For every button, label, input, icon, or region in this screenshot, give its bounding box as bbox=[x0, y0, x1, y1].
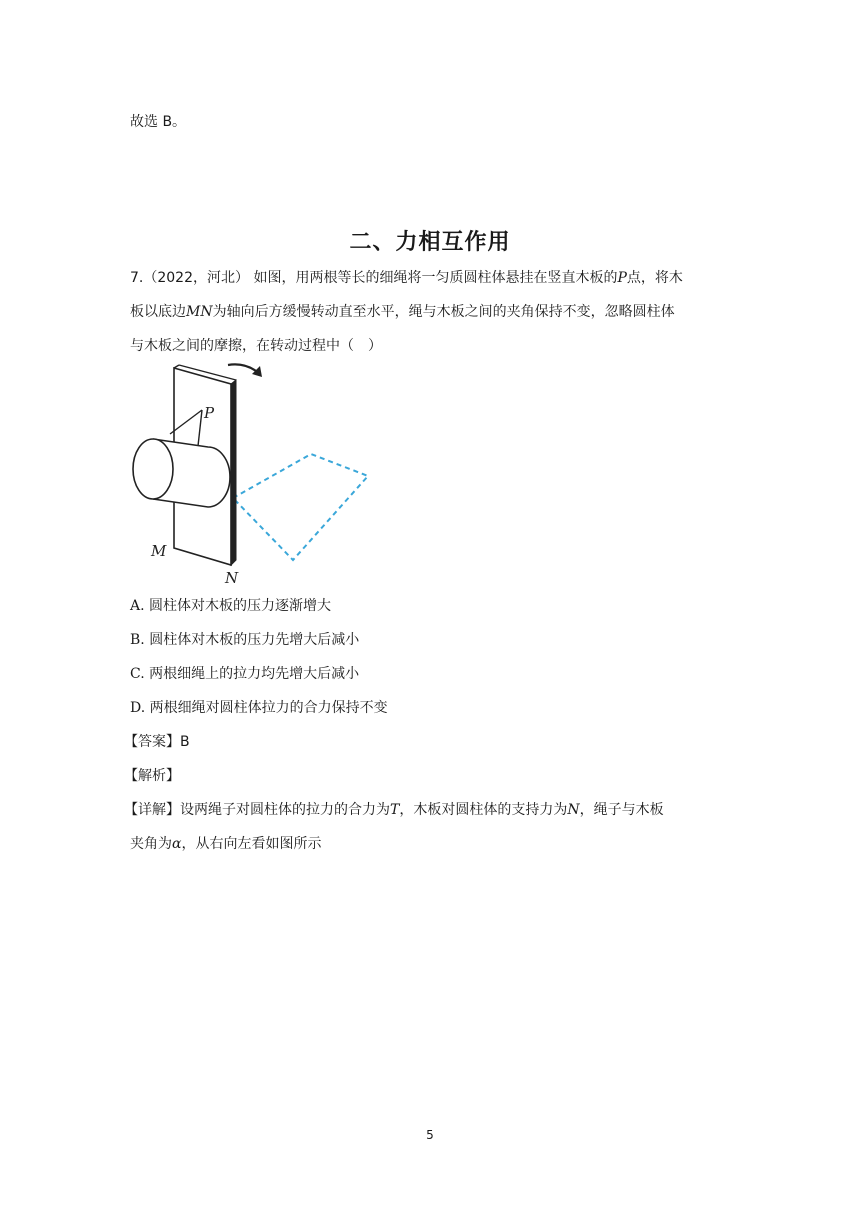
arrow-head bbox=[252, 366, 262, 377]
answer-value: B bbox=[180, 734, 190, 750]
option-a: A. 圆柱体对木板的压力逐渐增大 bbox=[130, 598, 332, 614]
page-number: 5 bbox=[426, 1128, 434, 1142]
variable-n: N bbox=[567, 802, 580, 818]
label-m: M bbox=[151, 542, 167, 560]
variable-p: P bbox=[617, 270, 627, 286]
question-line-1 bbox=[130, 268, 683, 288]
dashed-horizontal-board bbox=[233, 454, 368, 560]
option-b: B. 圆柱体对木板的压力先增大后减小 bbox=[130, 632, 360, 648]
question-source: （2022，河北） bbox=[143, 270, 249, 286]
label-n: N bbox=[225, 569, 239, 587]
question-line-3: 与木板之间的摩擦，在转动过程中（ ） bbox=[130, 338, 382, 354]
option-d: D. 两根细绳对圆柱体拉力的合力保持不变 bbox=[130, 700, 388, 716]
section-title: 二、力相互作用 bbox=[349, 230, 511, 255]
detail-text: ，绳子与木板 bbox=[579, 802, 664, 818]
cylinder-end bbox=[133, 439, 173, 499]
variable-mn: MN bbox=[186, 304, 213, 320]
variable-t: T bbox=[390, 802, 400, 818]
board-cylinder-diagram bbox=[128, 362, 388, 594]
question-text: 板以底边 bbox=[130, 304, 186, 320]
question-number: 7. bbox=[130, 270, 144, 286]
option-c: C. 两根细绳上的拉力均先增大后减小 bbox=[130, 666, 360, 682]
detail-text: ，木板对圆柱体的支持力为 bbox=[399, 802, 568, 818]
detail-text: 设两绳子对圆柱体的拉力的合力为 bbox=[180, 802, 390, 818]
question-text: 为轴向后方缓慢转动直至水平，绳与木板之间的夹角保持不变，忽略圆柱体 bbox=[212, 304, 675, 320]
label-p: P bbox=[204, 404, 215, 422]
detail-text: ，从右向左看如图所示 bbox=[181, 836, 322, 852]
detail-tag: 【详解】 bbox=[124, 802, 180, 818]
analysis-line: 【解析】 bbox=[124, 768, 180, 784]
detail-line-2 bbox=[130, 834, 321, 854]
question-text: 如图，用两根等长的细绳将一匀质圆柱体悬挂在竖直木板的 bbox=[253, 270, 618, 286]
detail-text: 夹角为 bbox=[130, 836, 172, 852]
variable-alpha: α bbox=[172, 836, 182, 852]
question-text: 点，将木 bbox=[626, 270, 683, 286]
answer-tag: 【答案】 bbox=[124, 734, 180, 750]
conclusion-text: 故选 B。 bbox=[130, 114, 187, 130]
detail-line-1 bbox=[124, 800, 664, 820]
answer-line bbox=[124, 732, 190, 752]
question-figure bbox=[128, 362, 388, 598]
question-line-2 bbox=[130, 302, 675, 322]
